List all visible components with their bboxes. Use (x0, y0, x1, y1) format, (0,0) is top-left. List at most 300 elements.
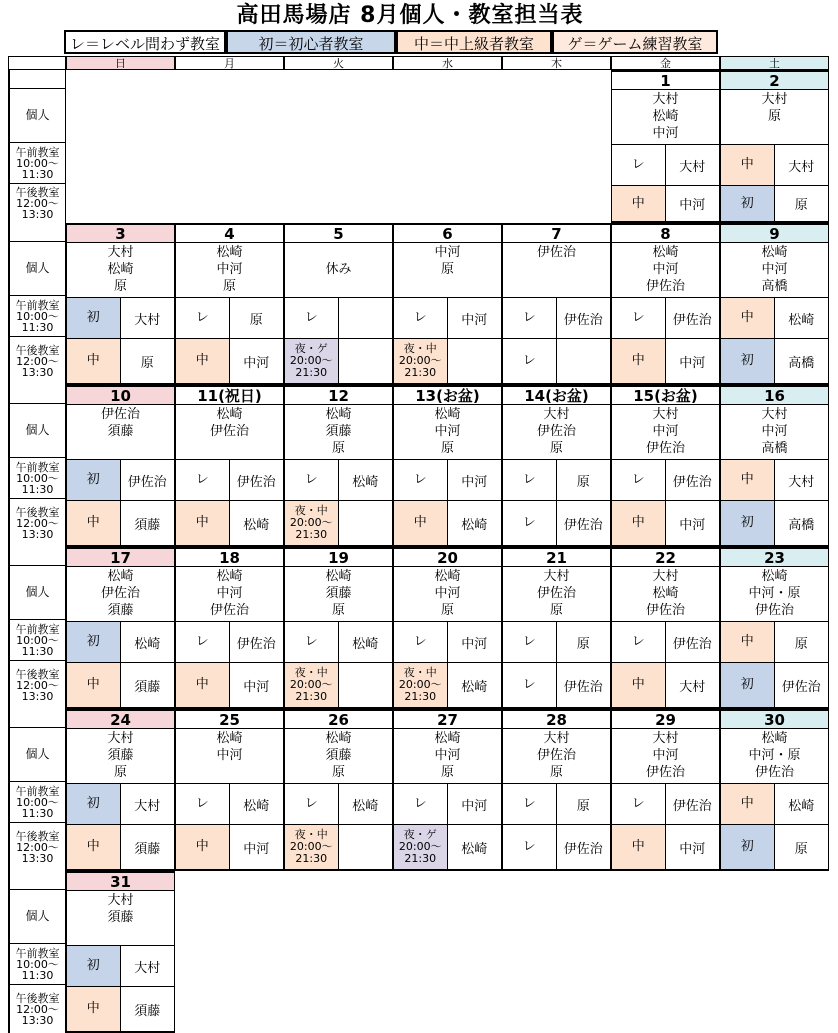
week-row-labels (8, 709, 66, 871)
row-label-personal: 個人 (10, 241, 65, 295)
class-instructor: 原 (249, 312, 263, 328)
class-type: 中 (67, 501, 121, 545)
class-instructor: 原 (576, 636, 590, 652)
class-slot-am (285, 297, 392, 338)
staff-name: 中河 (434, 424, 461, 439)
row-label-personal: 個人 (10, 88, 65, 142)
class-type: 中 (721, 460, 775, 500)
class-slot-pm (503, 662, 610, 707)
staff-name: 松崎 (434, 569, 461, 584)
class-slot-pm (176, 824, 283, 869)
class-instructor (557, 339, 611, 383)
day-cell (284, 547, 393, 709)
class-instructor: 中河 (679, 355, 706, 371)
legend-game: ゲ＝ゲーム練習教室 (552, 30, 718, 54)
class-slot-pm (503, 824, 610, 869)
day-number: 13(お盆) (394, 387, 501, 405)
row-label-line: 10:00～ (16, 633, 59, 647)
row-label-pm (10, 984, 65, 1033)
staff-name: 中河 (434, 586, 461, 601)
day-number: 1 (612, 72, 719, 90)
day-cell (720, 547, 829, 709)
row-label-line: 11:30 (21, 320, 54, 334)
staff-name: 中河 (434, 748, 461, 763)
class-instructor: 原 (576, 798, 590, 814)
day-number: 23 (721, 549, 828, 567)
row-label-line: 12:00～ (16, 354, 59, 368)
day-cell (611, 223, 720, 385)
day-staff (285, 243, 392, 297)
staff-name: 中河 (216, 262, 243, 277)
staff-name: 伊佐治 (209, 603, 249, 618)
class-instructor: 伊佐治 (563, 841, 603, 857)
legend-level-any: レ＝レベル問わず教室 (64, 30, 226, 54)
class-slot-pm (612, 500, 719, 545)
class-type: レ (285, 622, 339, 662)
row-label-line: 12:00～ (16, 1002, 59, 1016)
row-label-line: 午前教室 (15, 145, 60, 159)
day-cell (284, 385, 393, 547)
day-cell (720, 70, 829, 223)
row-label-line: 午後教室 (15, 667, 60, 681)
row-label-line: 13:30 (21, 1013, 54, 1027)
class-type: 初 (67, 298, 121, 338)
class-instructor: 大村 (134, 312, 161, 328)
class-type: 中 (612, 501, 666, 545)
class-type: レ (394, 784, 448, 824)
class-instructor: 伊佐治 (672, 474, 712, 490)
staff-name: 伊佐治 (536, 748, 576, 763)
staff-name: 中河 (761, 424, 788, 439)
staff-name: 大村 (761, 407, 788, 422)
legend-advanced: 中＝中上級者教室 (396, 30, 552, 54)
class-type: レ (503, 622, 557, 662)
staff-name: 大村 (107, 245, 134, 260)
row-label-line: 10:00～ (16, 156, 59, 170)
class-instructor: 伊佐治 (563, 312, 603, 328)
row-label-line: 10:00～ (16, 795, 59, 809)
class-slot-pm (285, 824, 392, 869)
row-label-am (10, 295, 65, 336)
class-type: 中 (612, 339, 666, 383)
class-slot-pm (285, 338, 392, 383)
class-type: 初 (67, 784, 121, 824)
week-row-labels (8, 871, 66, 1033)
staff-name: 伊佐治 (536, 586, 576, 601)
class-slot-pm (394, 824, 501, 869)
class-slot-pm (176, 662, 283, 707)
day-staff (176, 729, 283, 783)
weekday-header: 土 (720, 56, 829, 70)
class-type: 中 (176, 501, 230, 545)
day-cell (611, 547, 720, 709)
staff-name: 高橋 (761, 279, 788, 294)
day-staff (176, 243, 283, 297)
class-type: 中 (721, 784, 775, 824)
staff-name: 中河 (652, 126, 679, 141)
row-label-pm (10, 336, 65, 385)
day-cell (66, 223, 175, 385)
class-instructor: 大村 (679, 679, 706, 695)
weekday-header: 木 (502, 56, 611, 70)
class-slot-am (612, 459, 719, 500)
class-instructor: 大村 (788, 159, 815, 175)
day-number: 31 (67, 873, 174, 891)
row-label-line: 11:30 (21, 482, 54, 496)
class-type: レ (176, 298, 230, 338)
class-type: 中 (394, 501, 448, 545)
class-slot-pm (721, 500, 828, 545)
row-label-line: 11:30 (21, 167, 54, 181)
day-number: 16 (721, 387, 828, 405)
class-instructor: 原 (794, 198, 808, 213)
class-instructor: 伊佐治 (672, 312, 712, 328)
staff-name: 中河 (216, 586, 243, 601)
day-staff (721, 729, 828, 783)
row-label-line: 13:30 (21, 208, 54, 221)
class-instructor: 松崎 (243, 517, 270, 533)
class-instructor: 伊佐治 (781, 679, 821, 695)
class-instructor: 松崎 (352, 798, 379, 814)
staff-name (285, 244, 392, 261)
day-staff (67, 729, 174, 783)
day-number: 29 (612, 711, 719, 729)
row-label-line: 午後教室 (15, 991, 60, 1005)
class-instructor: 松崎 (788, 798, 815, 814)
week-row-labels (8, 385, 66, 547)
class-type: 夜・ゲ 20:00～ 21:30 (285, 339, 339, 383)
staff-name: 須藤 (325, 748, 352, 763)
staff-name: 大村 (652, 92, 679, 107)
staff-name: 伊佐治 (645, 765, 685, 780)
class-instructor: 中河 (243, 355, 270, 371)
staff-name: 伊佐治 (645, 441, 685, 456)
day-number: 22 (612, 549, 719, 567)
day-cell (393, 223, 502, 385)
class-instructor: 中河 (679, 198, 706, 213)
day-number: 18 (176, 549, 283, 567)
staff-name: 須藤 (107, 910, 134, 925)
row-label-line: 10:00～ (16, 471, 59, 485)
row-label-line: 午前教室 (15, 460, 60, 474)
class-instructor: 中河 (461, 312, 488, 328)
day-staff (612, 567, 719, 621)
class-slot-am (612, 621, 719, 662)
row-label-am (10, 142, 65, 183)
weekday-header: 金 (611, 56, 720, 70)
staff-name: 原 (331, 765, 345, 780)
class-instructor: 須藤 (134, 1003, 161, 1019)
class-type: 初 (721, 339, 775, 383)
class-type: 夜・中 20:00～ 21:30 (285, 501, 339, 545)
class-type: レ (612, 298, 666, 338)
class-slot-pm (721, 662, 828, 707)
row-label-personal: 個人 (10, 565, 65, 619)
day-cell (175, 385, 284, 547)
staff-name: 原 (549, 603, 563, 618)
staff-name: 松崎 (434, 407, 461, 422)
class-type: レ (503, 298, 557, 338)
class-slot-am (285, 783, 392, 824)
row-label-line: 11:30 (21, 644, 54, 658)
row-label-line: 11:30 (21, 806, 54, 820)
day-staff (612, 243, 719, 297)
class-instructor: 中河 (679, 841, 706, 857)
row-label-line: 12:00～ (16, 516, 59, 530)
row-label-line: 午前教室 (15, 784, 60, 798)
class-type: 中 (67, 825, 121, 869)
class-instructor: 松崎 (461, 517, 488, 533)
staff-name: 伊佐治 (536, 245, 576, 260)
day-staff (612, 405, 719, 459)
day-staff (612, 90, 719, 144)
class-slot-pm (176, 500, 283, 545)
staff-name: 原 (440, 765, 454, 780)
class-slot-am (176, 459, 283, 500)
class-instructor: 中河 (461, 636, 488, 652)
staff-name: 松崎 (216, 569, 243, 584)
class-instructor: 原 (140, 355, 154, 371)
class-slot-pm (612, 824, 719, 869)
class-slot-am (394, 459, 501, 500)
weekday-header: 水 (393, 56, 502, 70)
class-slot-pm (721, 824, 828, 869)
day-cell (284, 223, 393, 385)
day-staff (721, 243, 828, 297)
class-instructor: 大村 (134, 960, 161, 976)
day-number: 11(祝日) (176, 387, 283, 405)
row-label-am (10, 943, 65, 984)
class-type: レ (394, 298, 448, 338)
day-staff (67, 891, 174, 945)
row-label-am (10, 619, 65, 660)
staff-name: 松崎 (107, 569, 134, 584)
staff-name: 松崎 (761, 731, 788, 746)
staff-name: 大村 (107, 893, 134, 908)
day-staff (394, 729, 501, 783)
day-number: 21 (503, 549, 610, 567)
day-cell (66, 385, 175, 547)
class-instructor: 伊佐治 (672, 636, 712, 652)
day-cell (611, 709, 720, 871)
staff-name: 原 (440, 603, 454, 618)
day-staff (394, 567, 501, 621)
day-number: 4 (176, 225, 283, 243)
class-instructor (339, 339, 393, 383)
page-title: 高田馬場店 8月個人・教室担当表 (236, 3, 584, 28)
staff-name: 中河 (434, 245, 461, 260)
day-number: 10 (67, 387, 174, 405)
day-number: 24 (67, 711, 174, 729)
day-staff (67, 567, 174, 621)
class-instructor: 高橋 (788, 355, 815, 371)
row-label-line: 午後教室 (15, 186, 60, 199)
class-type: レ (503, 339, 557, 383)
class-slot-am (285, 621, 392, 662)
class-slot-am (503, 783, 610, 824)
staff-name: 中河 (761, 262, 788, 277)
staff-name: 須藤 (325, 586, 352, 601)
day-staff (503, 243, 610, 297)
class-type: 中 (721, 145, 775, 185)
staff-name: 松崎 (216, 407, 243, 422)
class-slot-am (503, 459, 610, 500)
day-staff (503, 729, 610, 783)
staff-name: 大村 (543, 407, 570, 422)
row-label-personal: 個人 (10, 889, 65, 943)
class-slot-am (67, 459, 174, 500)
row-label-personal: 個人 (10, 403, 65, 457)
class-type: レ (612, 145, 666, 185)
class-slot-am (67, 783, 174, 824)
staff-name: 大村 (543, 569, 570, 584)
day-number: 20 (394, 549, 501, 567)
class-instructor (339, 501, 393, 545)
weekday-header: 火 (284, 56, 393, 70)
class-instructor: 原 (794, 841, 808, 857)
class-type: レ (503, 460, 557, 500)
staff-name: 伊佐治 (100, 407, 140, 422)
day-number: 19 (285, 549, 392, 567)
staff-name: 須藤 (107, 748, 134, 763)
staff-name: 伊佐治 (536, 424, 576, 439)
class-slot-pm (503, 338, 610, 383)
row-label-line: 午後教室 (15, 829, 60, 843)
class-type: レ (394, 460, 448, 500)
class-slot-am (721, 783, 828, 824)
class-instructor: 松崎 (461, 679, 488, 695)
staff-name: 松崎 (216, 731, 243, 746)
staff-name: 中河 (652, 262, 679, 277)
class-instructor: 松崎 (134, 636, 161, 652)
legend-beginner: 初＝初心者教室 (226, 30, 396, 54)
day-staff (176, 405, 283, 459)
class-type: 中 (67, 339, 121, 383)
day-cell (284, 709, 393, 871)
day-staff (176, 567, 283, 621)
class-type: レ (285, 460, 339, 500)
row-label-line: 11:30 (21, 968, 54, 982)
class-slot-am (394, 783, 501, 824)
row-label-line: 午前教室 (15, 946, 60, 960)
row-label-pm (10, 660, 65, 709)
day-cell (66, 709, 175, 871)
staff-name: 松崎 (652, 245, 679, 260)
staff-name: 中河 (652, 748, 679, 763)
class-type: 初 (721, 501, 775, 545)
day-cell (393, 547, 502, 709)
staff-name: 原 (549, 765, 563, 780)
class-slot-pm (285, 662, 392, 707)
class-instructor: 伊佐治 (236, 474, 276, 490)
staff-name: 中河 (216, 748, 243, 763)
day-number: 8 (612, 225, 719, 243)
staff-name: 原 (767, 109, 781, 124)
class-type: 中 (67, 663, 121, 707)
class-slot-am (721, 297, 828, 338)
class-instructor (339, 663, 393, 707)
day-staff (721, 90, 828, 144)
class-type: 中 (612, 663, 666, 707)
class-slot-am (394, 297, 501, 338)
day-number: 28 (503, 711, 610, 729)
class-slot-pm (394, 500, 501, 545)
class-slot-am (67, 297, 174, 338)
class-instructor: 中河 (461, 798, 488, 814)
staff-name: 中河・原 (748, 748, 801, 763)
class-instructor: 大村 (679, 159, 706, 175)
week-row-labels (8, 223, 66, 385)
class-slot-am (612, 297, 719, 338)
staff-name: 須藤 (325, 424, 352, 439)
day-number: 7 (503, 225, 610, 243)
class-type: レ (285, 298, 339, 338)
class-instructor: 大村 (134, 798, 161, 814)
class-instructor: 伊佐治 (563, 679, 603, 695)
day-number: 17 (67, 549, 174, 567)
class-type: 中 (176, 663, 230, 707)
day-cell (720, 709, 829, 871)
staff-name: 大村 (543, 731, 570, 746)
staff-name: 伊佐治 (209, 424, 249, 439)
class-slot-am (394, 621, 501, 662)
class-slot-am (285, 459, 392, 500)
class-type: 夜・中 20:00～ 21:30 (285, 663, 339, 707)
day-cell (66, 547, 175, 709)
row-label-line: 12:00～ (16, 678, 59, 692)
class-slot-am (721, 621, 828, 662)
day-cell (611, 70, 720, 223)
day-staff (394, 243, 501, 297)
class-slot-pm (394, 338, 501, 383)
day-cell (502, 385, 611, 547)
row-label-pm (10, 498, 65, 547)
staff-name: 須藤 (107, 603, 134, 618)
day-number: 30 (721, 711, 828, 729)
staff-name: 伊佐治 (754, 603, 794, 618)
row-label-personal: 個人 (10, 727, 65, 781)
class-slot-pm (612, 662, 719, 707)
day-cell (393, 709, 502, 871)
class-slot-pm (285, 500, 392, 545)
class-slot-am (176, 783, 283, 824)
staff-name: 松崎 (325, 731, 352, 746)
row-label-line: 10:00～ (16, 957, 59, 971)
row-label-line: 午後教室 (15, 505, 60, 519)
row-label-line: 13:30 (21, 689, 54, 703)
class-instructor: 中河 (679, 517, 706, 533)
class-slot-am (176, 297, 283, 338)
day-cell (66, 871, 175, 1033)
class-slot-pm (67, 662, 174, 707)
day-staff (285, 405, 392, 459)
staff-name: 松崎 (652, 586, 679, 601)
class-slot-pm (721, 338, 828, 383)
day-staff (503, 567, 610, 621)
staff-name: 松崎 (652, 109, 679, 124)
day-number: 25 (176, 711, 283, 729)
staff-name: 大村 (107, 731, 134, 746)
staff-name: 原 (440, 441, 454, 456)
staff-name: 原 (440, 262, 454, 277)
staff-name: 中河・原 (748, 586, 801, 601)
staff-name: 須藤 (107, 424, 134, 439)
day-number: 26 (285, 711, 392, 729)
row-label-line: 10:00～ (16, 309, 59, 323)
day-cell (175, 223, 284, 385)
class-type: レ (503, 784, 557, 824)
class-type: 中 (721, 622, 775, 662)
